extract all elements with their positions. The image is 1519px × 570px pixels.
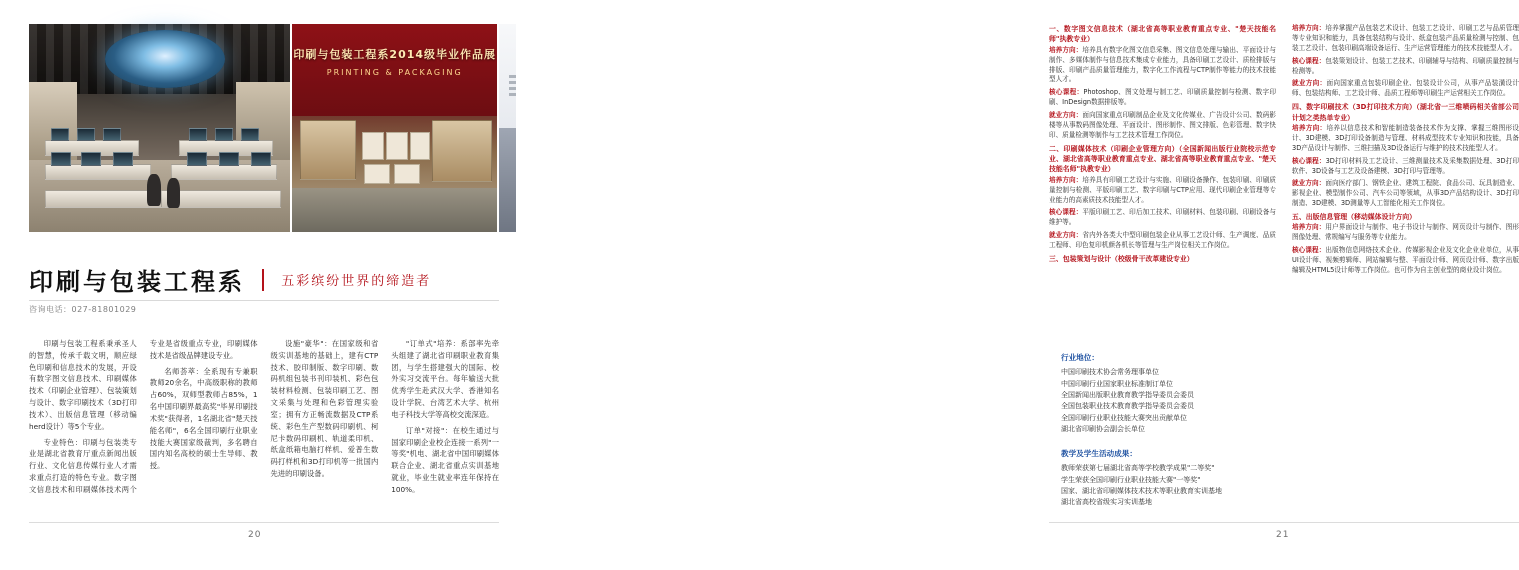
item-label: 就业方向： [1049,231,1083,240]
booth-banner-title: 印刷与包装工程系2014级毕业作品展 [293,48,497,61]
booth-banner-subtitle: PRINTING & PACKAGING [326,68,463,77]
list-item: 全国印刷行业职业技能大赛突出贡献单位 [1061,413,1187,422]
monitor [219,152,239,166]
display-card [364,164,390,184]
major-item [1292,157,1519,177]
major-title: 四、数字印刷技术（3D打印技术方向）（湖北省一三维喷码相关省部公司计划之类热单专业） [1292,103,1519,122]
computer-lab-photo [29,24,290,232]
list-item: 湖北省高校省级实习实训基地 [1061,498,1152,507]
major-descriptions [1049,24,1519,324]
paragraph: 印刷与包装工程系秉承圣人的智慧，传承千载文明，顺应绿色印刷和信息技术的发展，开设有数字图文信息技术、印刷媒体技术（印刷企业管理）、包装策划与设计、数字印刷技术（3D打印技术）、出版信息管理（移动编herd设计）等5个专业。 [29,339,137,431]
item-text: 出版物信息网络技术企业、传媒影视企业及文化企业业单位，从事UI设计师、视频剪辑师、网站编辑与整、平面设计师、网页设计师、数字出版编辑及HTML5设计师等工作岗位。也可作为自主创业型的商业设计岗位。 [1292,246,1519,274]
student-figure [167,178,180,208]
list-item: 湖北省印刷协会副会长单位 [1061,424,1145,433]
item-text: 省内外各类大中型印刷包装企业从事工艺设计师、生产调度、品质工程师、印色复印机颜各机长等管理与生产岗位相关工作岗位。 [1049,231,1277,250]
major-item [1049,46,1276,86]
monitor [187,152,207,166]
page-title: 印刷与包装工程系 [29,268,245,296]
monitor [251,152,271,166]
major-title: 二、印刷媒体技术（印刷企业管理方向）（全国新闻出版行业院校示范专业、湖北省高等职业教育重点专业、湖北省高等职业教育重点专业、"楚天技能名师"执教专业） [1049,144,1276,174]
list-item: 全国新闻出版职业教育教学指导委员会委员 [1061,390,1194,399]
major-item [1049,208,1276,228]
monitor [77,128,95,141]
item-label: 就业方向： [1292,179,1326,188]
industry-status-section [1061,352,1251,435]
major-item [1292,79,1519,99]
major-item [1292,179,1519,209]
major-item [1292,24,1519,54]
paragraph: 专业特色：印刷与包装类专业是湖北省教育厅重点新闻出版行业、文化信息传媒行业人才需求重点打造的特色专业。数字图文信息技术和印刷媒体技术两个专业是省级重点专业，印刷媒体技术是省级品牌建设专业。 [29,339,258,494]
list-item: 国家、湖北省印刷媒体技术技术等职业教育实训基地 [1061,486,1222,495]
item-label: 培养方向： [1292,24,1326,32]
student-figure [147,174,161,206]
hotline-text: 咨询电话：027-81801029 [29,305,137,314]
item-text: 包装策划设计、包装工艺技术、印刷辅导与结构、印刷质量控制与检测等。 [1292,56,1519,75]
item-text: Photoshop、图文处理与制工艺、印刷质量控制与检测、数字印刷、InDesign数据排版等。 [1049,88,1276,107]
major-title: 三、包装策划与设计（校级骨干改革建设专业） [1049,255,1194,264]
major-item [1292,246,1519,276]
item-label: 培养方向： [1292,223,1326,232]
right-page [516,0,1519,570]
major-item [1049,111,1276,141]
paragraph: "订单式"培养：系部率先牵头组建了湖北省印刷职业教育集团，与学生搭建强大的国际、校外实习交流平台。每年输送大批优秀学生赴武汉大学、香港知名设计学院、台湾艺术大学、杭州电子科技大学等高校交流深造。 [391,339,499,419]
monitor [81,152,101,166]
major-item [1049,231,1276,251]
item-label: 核心课程： [1049,88,1084,97]
section-heading: 行业地位： [1061,353,1099,362]
major-item [1292,57,1519,77]
item-label: 培养方向： [1049,175,1083,184]
display-card [394,164,420,184]
ceiling-dome-light [105,30,225,88]
major-item [1049,88,1276,108]
title-rule [29,300,499,301]
item-text: 平版印刷工艺、印后加工技术、印刷材料、包装印刷、印刷设备与维护等。 [1049,208,1277,227]
department-title-block [29,262,499,315]
monitor [241,128,259,141]
monitor [113,152,133,166]
item-label: 就业方向： [1049,111,1083,120]
item-label: 核心课程： [1292,56,1326,65]
section-heading: 教学及学生活动成果： [1061,449,1137,458]
item-label: 核心课程： [1049,208,1083,217]
paragraph: 名师荟萃：全系现有专兼职教师20余名，中高级职称的教师占60%，双师型教师占85%，1名中国印刷界最高奖"毕昇印刷技术奖"获得者，1名湖北省"楚天技能名师"，6名全国印刷行业职业技能大赛国家级裁判，多名聘自国内知名高校的硕士生导师、教授。 [149,366,258,471]
item-label: 核心课程： [1292,246,1326,255]
major-item [1049,176,1276,206]
display-shelf [432,120,492,182]
major-item [1292,223,1519,243]
display-card [362,132,384,160]
page-number-left: 20 [248,530,262,540]
paragraph: 设施"豪华"：在国家级和省级实训基地的基础上，建有CTP技术、胶印制版、数字印刷、数码机组包装书刊印装机、彩色包装材料检测、包装印刷工艺、图文采集与处理和色彩管理实验室；拥有方正畅流数据及CTP系统、彩色生产型数码印刷机、柯尼卡数码印刷机、轨道柔印机、纸盒纸箱电脑打样机、爱普生数码打样机和3D打印机等一批国内先进的印刷设备。 [270,339,379,478]
item-text: 面向国家重点印刷制品企业及文化传媒业、广告设计公司、数码影楼等从事数码图像处理、平面设计、图形制作、图文排版、色彩管理、数字快印、质量检测等制作与工艺技术管理工作岗位。 [1049,111,1277,139]
item-text: 培养具有印刷工艺设计与实施、印刷设备操作、包装印刷、印刷质量控制与检测、平版印刷工艺、数字印刷与CTP应用、现代印刷企业管理等专业能力的高素质技术技能型人才。 [1049,175,1277,204]
monitor [51,128,69,141]
item-label: 核心课程： [1292,156,1326,165]
major-title: 一、数字图文信息技术（湖北省高等职业教育重点专业、"楚天技能名师"执教专业） [1049,25,1276,44]
achievements-section [1061,448,1261,509]
item-label: 培养方向： [1049,45,1083,54]
desk [171,164,277,180]
item-text: 3D打印材料及工艺设计、三维测量技术及采集数据处理、3D打印软件、3D设备与工艺及设备建模、3D打印与管理等。 [1292,156,1519,175]
item-text: 用户界面设计与制作、电子书设计与制作、网页设计与制作、图形图像处理、常规编写与服务等专业能力。 [1292,223,1519,242]
monitor [215,128,233,141]
page-number-right: 21 [1276,530,1290,540]
department-slogan: 五彩缤纷世界的缔造者 [281,274,432,289]
item-label: 培养方向： [1292,123,1327,132]
exhibition-booth-photo [292,24,497,232]
booth-floor [292,188,497,232]
paragraph: 订单"对接"：在校生通过与国家印刷企业校企连接一系列"一等奖"机电、湖北省中国印刷媒体联合企业、湖北省重点实训基地就业，毕业生就业率连年保持在100%。 [391,425,499,494]
title-divider [262,269,264,291]
list-item: 学生荣获全国印刷行业职业技能大赛"一等奖" [1061,475,1201,484]
left-footer-rule [29,522,499,523]
left-body-text [29,338,499,528]
list-item: 中国印刷行业国家职业标准制订单位 [1061,379,1173,388]
display-card [386,132,408,160]
monitor [51,152,71,166]
list-item: 全国包装职业技术教育教学指导委员会委员 [1061,402,1194,411]
item-text: 培养以信息技术和智能制造装备技术作为支撑、掌握三维图形设计、3D建模、3D打印设备制造与管理、材料成型技术专业知识和技能，具备3D产品设计与制作、三维扫描及3D设备运行与维护的技术技能型人才。 [1292,123,1519,152]
item-label: 就业方向： [1292,79,1327,88]
major-title: 五、出版信息管理（移动媒体设计方向） [1292,213,1417,222]
item-text: 培养具有数字化图文信息采集、图文信息处理与输出、平面设计与制作、多媒体制作与信息技术集成专业能力，具备印刷工艺设计、质检排版与排版、印刷产品质量管理能力，数字化工作流程与CTP制作等能力的技术技能型人才。 [1049,45,1277,84]
item-text: 面向医疗部门、钢铁企业、建筑工程院、食品公司、玩具制造业、影视企业、模型制作公司、汽车公司等领域，从事3D产品结构设计、3D打印制造、3D建模、3D测量等人工智能化相关工作岗位。 [1292,179,1519,208]
list-item: 中国印刷技术协会常务理事单位 [1061,368,1159,377]
desk [45,164,151,180]
display-shelf [300,120,356,180]
monitor [103,128,121,141]
item-text: 培养掌握产品包装艺术设计、包装工艺设计、印刷工艺与品质管理等专业知识和能力，具备包装结构与设计、纸盒包装产品质量检测与控制、包装工艺设计、包装印刷高端设备运行、生产运营管理能力的技术技能型人才。 [1292,24,1519,52]
display-card [410,132,430,160]
monitor [189,128,207,141]
list-item: 教师荣获第七届湖北省高等学校教学成果"二等奖" [1061,464,1215,473]
item-text: 面向国家重点包装印刷企业、包装设计公司，从事产品装潢设计师、包装结构师、工艺设计师、品质工程师等印刷生产运营相关工作岗位。 [1292,79,1519,98]
major-item [1292,124,1519,154]
left-page [0,0,516,570]
right-footer-rule [1049,522,1519,523]
